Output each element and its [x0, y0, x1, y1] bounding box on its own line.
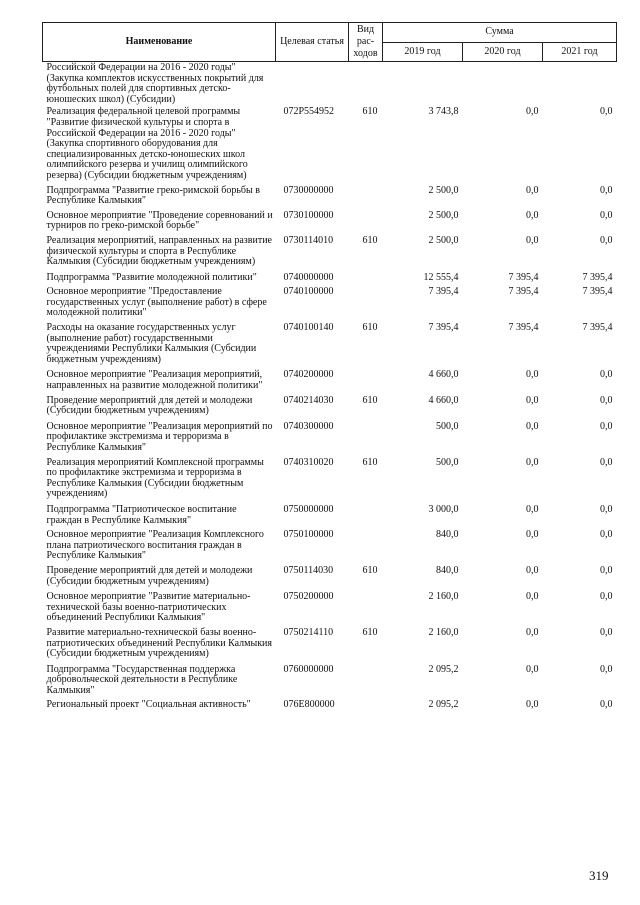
row-sum-2020: 0,0: [526, 456, 539, 468]
row-sum-2019: 2 500,0: [428, 209, 459, 221]
header-kind: Вид рас-ходов: [349, 23, 383, 62]
row-target-code: 0740100000: [283, 286, 334, 298]
row-sum-2021: 0,0: [600, 234, 613, 246]
row-sum-2020: 0,0: [526, 564, 539, 576]
row-expense-kind: [349, 591, 383, 627]
table-row: [43, 395, 617, 421]
row-sum-2019: 840,0: [436, 564, 459, 576]
table-row: [43, 664, 617, 700]
row-sum-2020: 0,0: [526, 529, 539, 541]
row-sum-2019: 12 555,4: [423, 271, 459, 283]
row-target-code: 0750114030: [283, 564, 334, 576]
row-target-code: 0740100140: [283, 322, 334, 334]
row-sum-2019: 3 000,0: [428, 503, 459, 515]
row-sum-2020: 0,0: [526, 394, 539, 406]
row-target-code: 0750000000: [283, 503, 334, 515]
row-sum-2021: [543, 62, 617, 107]
row-sum-2020: 0,0: [526, 369, 539, 381]
row-sum-2020: 0,0: [526, 234, 539, 246]
row-sum-2020: 7 395,4: [508, 271, 539, 283]
row-sum-2021: 0,0: [600, 184, 613, 196]
row-expense-kind: [349, 210, 383, 235]
row-expense-kind: [349, 185, 383, 210]
row-name: Подпрограмма "Государственная поддержка добровольческой деятельности в Республике Калмыкия": [46, 663, 238, 696]
table-row: [43, 627, 617, 664]
table-row: [43, 210, 617, 235]
row-sum-2020: [463, 62, 543, 107]
row-sum-2020: 0,0: [526, 209, 539, 221]
row-expense-kind: 610: [362, 322, 378, 334]
row-sum-2019: 2 160,0: [428, 626, 459, 638]
row-expense-kind: 610: [362, 564, 378, 576]
row-sum-2019: 2 095,2: [428, 699, 459, 711]
row-name: Реализация федеральной целевой программы "Развитие физической культуры и спорта в Российской Федерации на 2016 - 2020 годы" (Закупка спортивного оборудования для специализированных детско-юношеских школ олимпийского резерва и училищ олимпийского резерва) (Субсидии бюджетным учреждениям): [46, 106, 248, 181]
row-sum-2021: 0,0: [600, 699, 613, 711]
row-target-code: 0730114010: [283, 234, 334, 246]
table-row: [43, 62, 617, 107]
row-expense-kind: 610: [362, 626, 378, 638]
row-target-code: 0740300000: [283, 420, 334, 432]
table-row: [43, 421, 617, 457]
row-name: Региональный проект "Социальная активность": [46, 699, 251, 711]
header-target: Целевая статья: [276, 23, 349, 62]
row-sum-2020: 0,0: [526, 503, 539, 515]
page-number: 319: [589, 868, 609, 883]
row-sum-2021: 0,0: [600, 591, 613, 603]
row-sum-2020: 7 395,4: [508, 322, 539, 334]
row-sum-2021: 0,0: [600, 456, 613, 468]
row-name: Основное мероприятие "Реализация мероприятий по профилактике экстремизма и терроризма в Республике Калмыкия": [46, 420, 273, 453]
budget-table: [42, 22, 617, 712]
row-name: Реализация мероприятий, направленных на развитие физической культуры и спорта в Республике Калмыкия (Субсидии бюджетным учреждениям): [46, 234, 272, 268]
row-expense-kind: 610: [362, 456, 378, 468]
row-sum-2019: 500,0: [436, 420, 459, 432]
row-expense-kind: [349, 62, 383, 107]
row-sum-2020: 0,0: [526, 184, 539, 196]
row-sum-2019: 2 160,0: [428, 591, 459, 603]
row-target-code: 0750214110: [283, 626, 334, 638]
row-name: Российской Федерации на 2016 - 2020 годы" (Закупка комплектов искусственных покрытий для футбольных полей для спортивных детско-юношеских школ) (Субсидии): [46, 62, 264, 105]
table-row: [43, 322, 617, 369]
row-target-code: 0740214030: [283, 394, 334, 406]
row-sum-2019: 2 500,0: [428, 234, 459, 246]
table-row: [43, 565, 617, 591]
table-header: [43, 23, 617, 62]
row-expense-kind: [349, 699, 383, 712]
row-name: Подпрограмма "Развитие греко-римской борьбы в Республике Калмыкия": [46, 184, 260, 207]
row-target-code: 0760000000: [283, 663, 334, 675]
row-target-code: [276, 62, 349, 107]
row-target-code: 0740310020: [283, 456, 334, 468]
row-name: Подпрограмма "Развитие молодежной политики": [46, 271, 257, 283]
table-row: [43, 529, 617, 565]
row-name: Подпрограмма "Патриотическое воспитание граждан в Республике Калмыкия": [46, 503, 237, 526]
row-sum-2019: 840,0: [436, 529, 459, 541]
budget-table-page: [42, 22, 616, 712]
row-target-code: 0750100000: [283, 529, 334, 541]
row-sum-2021: 0,0: [600, 626, 613, 638]
row-sum-2020: 0,0: [526, 420, 539, 432]
row-expense-kind: [349, 529, 383, 565]
header-sum: Сумма: [383, 23, 617, 43]
row-sum-2019: 2 095,2: [428, 663, 459, 675]
row-name: Проведение мероприятий для детей и молодежи (Субсидии бюджетным учреждениям): [46, 394, 253, 417]
row-expense-kind: 610: [362, 394, 378, 406]
row-sum-2021: 0,0: [600, 529, 613, 541]
table-row: [43, 369, 617, 394]
row-name: Развитие материально-технической базы военно-патриотических объединений Республики Калмыкия (Субсидии бюджетным учреждениям): [46, 626, 273, 660]
row-sum-2020: 7 395,4: [508, 286, 539, 298]
row-expense-kind: [349, 421, 383, 457]
row-sum-2020: 0,0: [526, 106, 539, 118]
row-name: Основное мероприятие "Реализация мероприятий, направленных на развитие молодежной политики": [46, 369, 263, 392]
row-sum-2019: 500,0: [436, 456, 459, 468]
row-sum-2019: 4 660,0: [428, 369, 459, 381]
header-2021: 2021 год: [543, 42, 617, 62]
row-name: Проведение мероприятий для детей и молодежи (Субсидии бюджетным учреждениям): [46, 564, 253, 587]
row-sum-2019: 2 500,0: [428, 184, 459, 196]
row-target-code: 0740000000: [283, 271, 334, 283]
row-sum-2021: 0,0: [600, 564, 613, 576]
table-row: [43, 106, 617, 184]
table-row: [43, 286, 617, 322]
row-sum-2020: 0,0: [526, 626, 539, 638]
row-name: Основное мероприятие "Проведение соревнований и турниров по греко-римской борьбе": [46, 209, 273, 232]
row-sum-2020: 0,0: [526, 591, 539, 603]
header-name: Наименование: [43, 23, 276, 62]
row-sum-2021: 7 395,4: [582, 322, 613, 334]
table-row: [43, 185, 617, 210]
row-sum-2021: 0,0: [600, 420, 613, 432]
row-target-code: 0750200000: [283, 591, 334, 603]
row-sum-2019: 3 743,8: [428, 106, 459, 118]
row-sum-2019: 7 395,4: [428, 322, 459, 334]
header-2020: 2020 год: [463, 42, 543, 62]
row-sum-2021: 0,0: [600, 369, 613, 381]
row-name: Основное мероприятие "Реализация Комплексного плана патриотического воспитания граждан в Республике Калмыкия": [46, 529, 264, 562]
row-expense-kind: [349, 272, 383, 287]
row-target-code: 076E800000: [283, 699, 335, 711]
row-expense-kind: [349, 504, 383, 529]
row-sum-2021: 0,0: [600, 663, 613, 675]
row-sum-2021: 0,0: [600, 394, 613, 406]
row-sum-2021: 0,0: [600, 106, 613, 118]
row-expense-kind: [349, 286, 383, 322]
row-sum-2021: 0,0: [600, 209, 613, 221]
row-name: Основное мероприятие "Предоставление государственных услуг (выполнение работ) в сфере молодежной политики": [46, 286, 267, 319]
row-sum-2021: 0,0: [600, 503, 613, 515]
row-sum-2021: 7 395,4: [582, 286, 613, 298]
row-target-code: 0730100000: [283, 209, 334, 221]
row-sum-2019: 4 660,0: [428, 394, 459, 406]
row-sum-2019: 7 395,4: [428, 286, 459, 298]
row-expense-kind: [349, 664, 383, 700]
row-expense-kind: [349, 369, 383, 394]
row-name: Расходы на оказание государственных услуг (выполнение работ) государственными учреждениями Республики Калмыкия (Субсидии бюджетным учреждениям): [46, 322, 257, 365]
row-sum-2020: 0,0: [526, 663, 539, 675]
table-row: [43, 272, 617, 287]
row-sum-2019: [383, 62, 463, 107]
header-2019: 2019 год: [383, 42, 463, 62]
row-target-code: 0730000000: [283, 184, 334, 196]
row-name: Основное мероприятие "Развитие материально-технической базы военно-патриотических объединений Республики Калмыкия": [46, 591, 251, 624]
row-expense-kind: 610: [362, 106, 378, 118]
table-body: [43, 62, 617, 713]
row-target-code: 072P554952: [283, 106, 335, 118]
table-row: [43, 235, 617, 272]
table-row: [43, 457, 617, 504]
row-sum-2021: 7 395,4: [582, 271, 613, 283]
row-target-code: 0740200000: [283, 369, 334, 381]
table-row: [43, 699, 617, 712]
row-sum-2020: 0,0: [526, 699, 539, 711]
table-row: [43, 591, 617, 627]
row-name: Реализация мероприятий Комплексной программы по профилактике экстремизма и терроризма в Республике Калмыкия (Субсидии бюджетным учреждениям): [46, 456, 264, 500]
row-expense-kind: 610: [362, 234, 378, 246]
table-row: [43, 504, 617, 529]
